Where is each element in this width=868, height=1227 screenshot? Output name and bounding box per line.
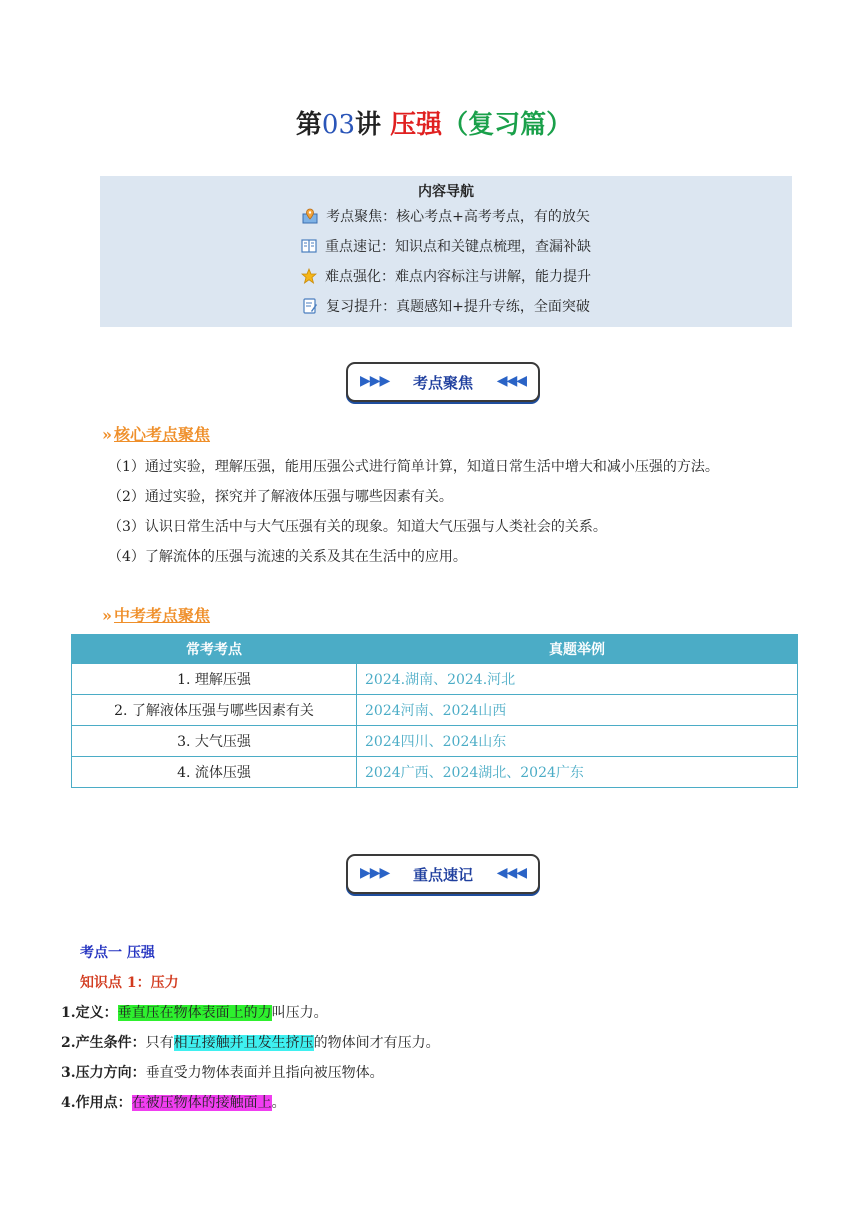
- knowledge-point-heading: 知识点 1：压力: [80, 975, 179, 991]
- point-direction: [61, 1062, 384, 1082]
- point-highlight: 相互接触并且发生挤压: [173, 1035, 314, 1051]
- point-condition: [61, 1032, 440, 1052]
- nav-item-memo: [100, 236, 792, 256]
- title-prefix: 第: [295, 110, 322, 140]
- table-row: [72, 757, 798, 788]
- nav-item-review: [100, 296, 792, 316]
- table-header-row: [72, 635, 798, 664]
- table-header: 常考考点: [72, 635, 357, 664]
- point-highlight: 在被压物体的接触面上: [131, 1095, 272, 1111]
- book-icon: [301, 238, 317, 254]
- banner-arrows-left: ▶▶▶: [360, 865, 390, 881]
- title-number: 03: [321, 110, 355, 140]
- table-header: 真题举例: [357, 635, 798, 664]
- exam-focus-heading: [102, 603, 210, 626]
- edit-note-icon: [302, 298, 318, 314]
- banner-label: 考点聚焦: [412, 374, 473, 392]
- core-item: （2）通过实验，探究并了解液体压强与哪些因素有关。: [108, 489, 453, 505]
- exam-table: [71, 634, 798, 788]
- table-cell-topic: 1. 理解压强: [72, 664, 357, 695]
- point-label: 4.作用点：: [61, 1095, 132, 1111]
- exam-heading-text: 中考考点聚焦: [114, 606, 211, 625]
- point-definition: [61, 1002, 328, 1022]
- double-chevron-icon: »: [102, 606, 112, 625]
- point-text: 叫压力。: [271, 1005, 328, 1021]
- core-heading-text: 核心考点聚焦: [114, 425, 211, 444]
- core-item: （1）通过实验，理解压强，能用压强公式进行简单计算，知道日常生活中增大和减小压强的方法。: [108, 459, 719, 475]
- table-cell-topic: 2. 了解液体压强与哪些因素有关: [72, 695, 357, 726]
- page-title: [0, 104, 868, 141]
- nav-item-label: 难点强化：难点内容标注与讲解，能力提升: [325, 269, 591, 285]
- table-row: [72, 664, 798, 695]
- title-suffix: （复习篇）: [442, 110, 573, 140]
- table-cell-example: 2024四川、2024山东: [357, 726, 798, 757]
- table-cell-topic: 4. 流体压强: [72, 757, 357, 788]
- kaodian-heading: 考点一 压强: [80, 945, 155, 961]
- nav-item-focus: [100, 206, 792, 226]
- table-row: [72, 726, 798, 757]
- table-cell-topic: 3. 大气压强: [72, 726, 357, 757]
- table-cell-example: 2024广西、2024湖北、2024广东: [357, 757, 798, 788]
- title-topic: 压强: [390, 110, 443, 140]
- map-pin-icon: [302, 208, 318, 224]
- banner-arrows-right: ◀◀◀: [496, 373, 526, 389]
- banner-arrows-left: ▶▶▶: [360, 373, 390, 389]
- table-cell-example: 2024河南、2024山西: [357, 695, 798, 726]
- banner-label: 重点速记: [412, 866, 473, 884]
- point-text: 只有: [145, 1035, 174, 1051]
- point-label: 1.定义：: [61, 1005, 118, 1021]
- core-item: （3）认识日常生活中与大气压强有关的现象。知道大气压强与人类社会的关系。: [108, 519, 607, 535]
- table-cell-example: 2024.湖南、2024.河北: [357, 664, 798, 695]
- title-mid: 讲: [355, 110, 382, 140]
- point-label: 3.压力方向：: [61, 1065, 146, 1081]
- point-application: [61, 1092, 286, 1112]
- table-row: [72, 695, 798, 726]
- point-label: 2.产生条件：: [61, 1035, 146, 1051]
- point-text: 的物体间才有压力。: [313, 1035, 440, 1051]
- nav-item-label: 复习提升：真题感知+提升专练，全面突破: [326, 299, 590, 315]
- star-icon: [301, 268, 317, 284]
- point-text: 。: [271, 1095, 286, 1111]
- core-focus-heading: [102, 422, 210, 445]
- double-chevron-icon: »: [102, 425, 112, 444]
- nav-title: 内容导航: [418, 184, 474, 200]
- nav-item-label: 考点聚焦：核心考点+高考考点，有的放矢: [326, 209, 590, 225]
- nav-item-label: 重点速记：知识点和关键点梳理，查漏补缺: [325, 239, 591, 255]
- section-banner-memo: [346, 854, 540, 894]
- core-item: （4）了解流体的压强与流速的关系及其在生活中的应用。: [108, 549, 467, 565]
- point-highlight: 垂直压在物体表面上的力: [117, 1005, 272, 1021]
- banner-arrows-right: ◀◀◀: [496, 865, 526, 881]
- nav-item-difficult: [100, 266, 792, 286]
- point-text: 垂直受力物体表面并且指向被压物体。: [145, 1065, 384, 1081]
- section-banner-focus: [346, 362, 540, 402]
- content-navigation: [100, 176, 792, 327]
